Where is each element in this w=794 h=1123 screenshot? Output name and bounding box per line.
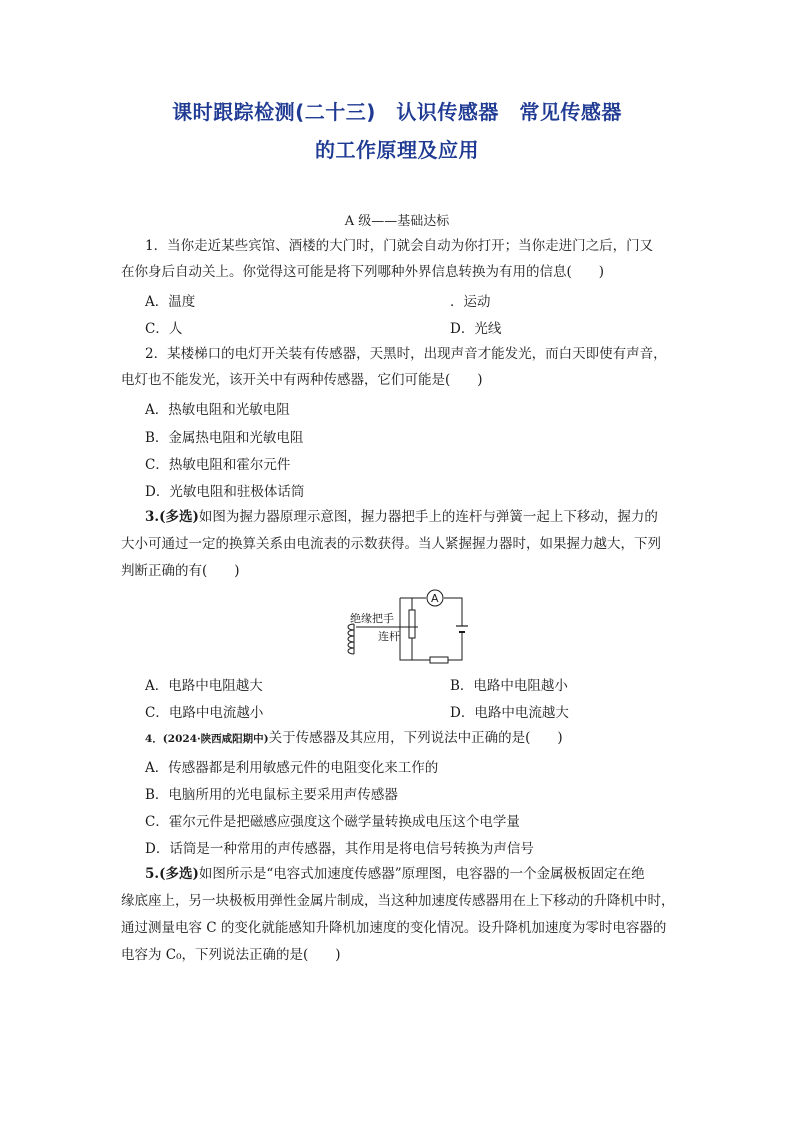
- q3-stem-text: 如图为握力器原理示意图，握力器把手上的连杆与弹簧一起上下移动，握力的: [198, 509, 658, 525]
- q2-stem-line1: 2．某楼梯口的电灯开关装有传感器，天黑时，出现声音才能发光，而白天即使有声音，: [145, 346, 667, 362]
- spring-icon: [348, 624, 354, 654]
- q3-option-b: B．电路中电阻越小: [450, 678, 568, 694]
- q2-option-a: A．热敏电阻和光敏电阻: [145, 402, 290, 418]
- q4-option-b: B．电脑所用的光电鼠标主要采用声传感器: [145, 787, 398, 803]
- q2-option-b: B．金属热电阻和光敏电阻: [145, 430, 304, 446]
- q2-stem-line2: 电灯也不能发光，该开关中有两种传感器，它们可能是( ): [121, 372, 483, 388]
- q5-stem-line2: 缘底座上，另一块极板用弹性金属片制成，当这种加速度传感器用在上下移动的升降机中时，: [121, 893, 675, 909]
- q3-option-c: C．电路中电流越小: [145, 705, 264, 721]
- ammeter-label: A: [431, 592, 439, 605]
- page-title-line1: 课时跟踪检测(二十三) 认识传感器 常见传感器: [172, 100, 622, 124]
- section-heading: A 级——基础达标: [344, 214, 450, 229]
- q1-option-b: ．运动: [450, 294, 491, 310]
- q5-prefix: 5.(多选): [145, 866, 199, 882]
- label-rod: 连杆: [378, 630, 400, 643]
- q5-stem-line4: 电容为 C₀，下列说法正确的是( ): [121, 947, 341, 963]
- q4-stem-line1: [145, 728, 677, 749]
- label-insulated-handle: 绝缘把手: [350, 612, 394, 625]
- rheostat-icon: [409, 610, 415, 638]
- q3-prefix: 3.(多选): [145, 509, 199, 525]
- q5-stem-line1: [145, 864, 677, 884]
- resistor-icon: [430, 657, 448, 663]
- grip-sensor-circuit-diagram: [344, 588, 474, 666]
- q1-option-d: D．光线: [450, 321, 502, 337]
- q1-stem-line2: 在你身后自动关上。你觉得这可能是将下列哪种外界信息转换为有用的信息( ): [121, 264, 605, 280]
- q2-option-d: D．光敏电阻和驻极体话筒: [145, 484, 305, 500]
- q1-option-c: C．人: [145, 321, 183, 337]
- q5-stem-line3: 通过测量电容 C 的变化就能感知升降机加速度的变化情况。设升降机加速度为零时电容器的: [121, 920, 667, 936]
- q4-option-a: A．传感器都是利用敏感元件的电阻变化来工作的: [145, 760, 439, 776]
- page-title-line2: 的工作原理及应用: [315, 138, 479, 162]
- q5-stem-text: 如图所示是“电容式加速度传感器”原理图，电容器的一个金属极板固定在绝: [198, 866, 645, 882]
- q1-stem-line1: 1．当你走近某些宾馆、酒楼的大门时，门就会自动为你打开；当你走进门之后，门又: [145, 238, 654, 254]
- q3-stem-line3: 判断正确的有( ): [121, 563, 240, 579]
- q3-stem-line1: [145, 507, 677, 527]
- q1-option-a: A．温度: [145, 294, 196, 310]
- q2-option-c: C．热敏电阻和霍尔元件: [145, 457, 291, 473]
- q4-prefix: 4．(2024·陕西咸阳期中): [145, 733, 269, 745]
- q4-option-d: D．话筒是一种常用的声传感器，其作用是将电信号转换为声信号: [145, 841, 534, 857]
- q3-stem-line2: 大小可通过一定的换算关系由电流表的示数获得。当人紧握握力器时，如果握力越大，下列: [121, 536, 661, 552]
- q4-stem-text: 关于传感器及其应用，下列说法中正确的是( ): [268, 730, 563, 746]
- q3-option-a: A．电路中电阻越大: [145, 678, 263, 694]
- q3-option-d: D．电路中电流越大: [450, 705, 569, 721]
- q4-option-c: C．霍尔元件是把磁感应强度这个磁学量转换成电压这个电学量: [145, 814, 520, 830]
